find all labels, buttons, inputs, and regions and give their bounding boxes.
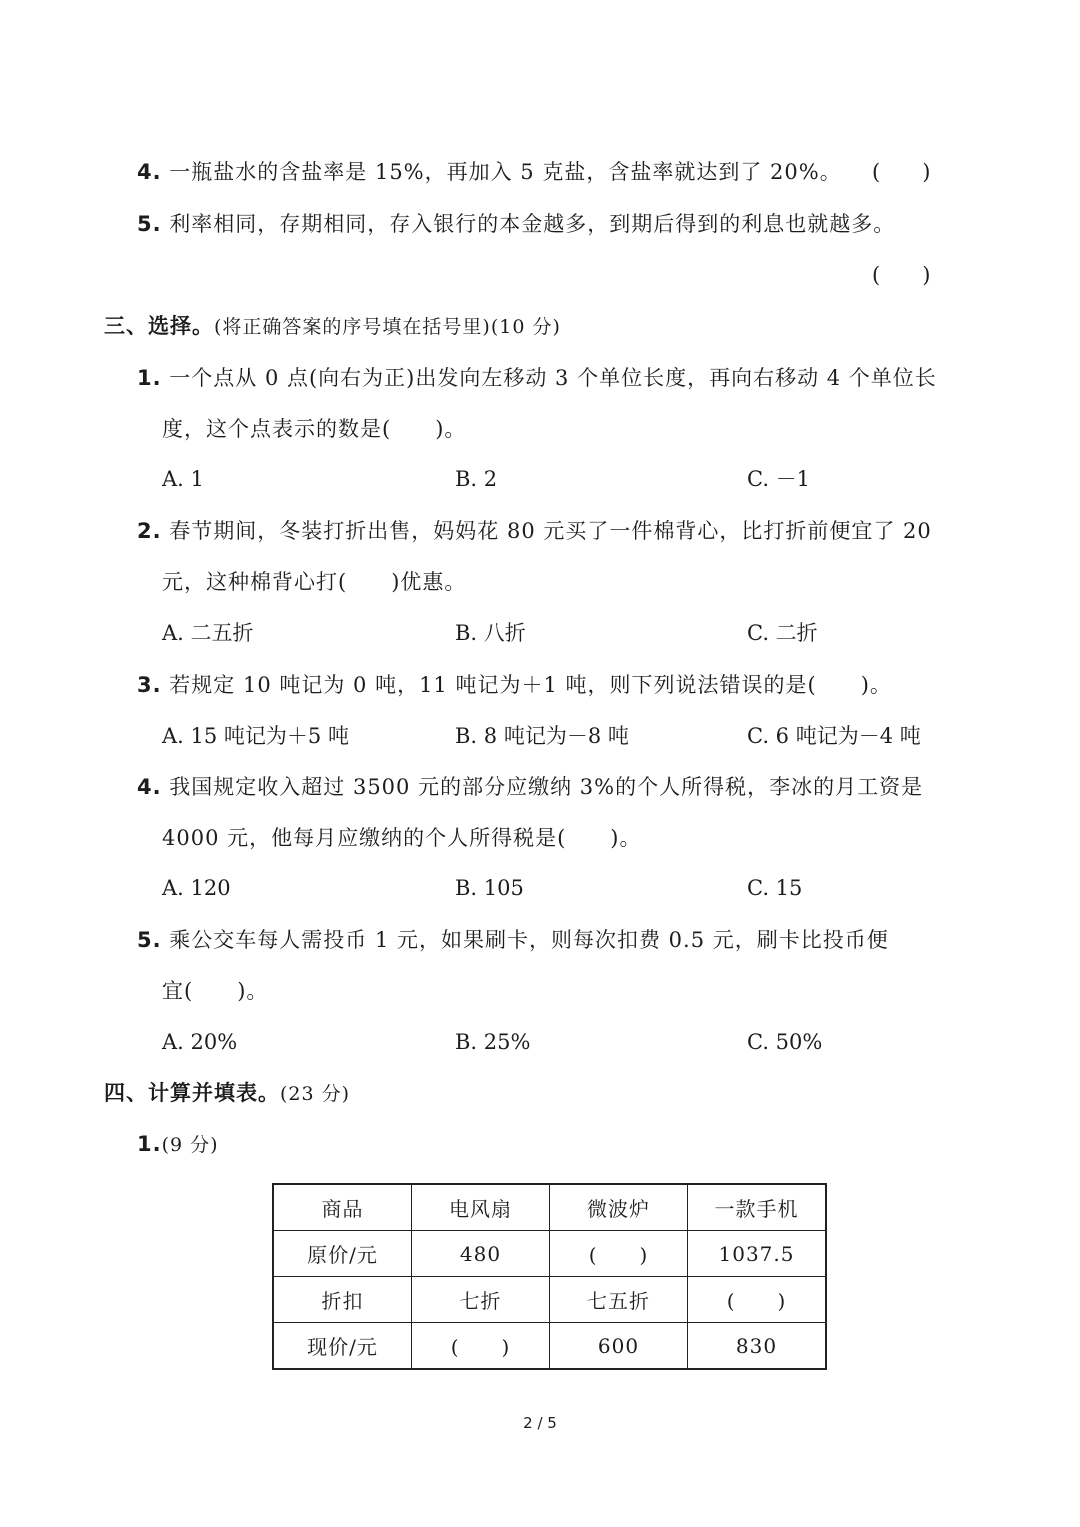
option-b[interactable]: B. 105 <box>455 876 524 900</box>
option-b[interactable]: B. 八折 <box>455 621 526 645</box>
table-row <box>273 1277 826 1323</box>
table-cell: 现价/元 <box>273 1323 412 1370</box>
table-cell: 七折 <box>412 1277 550 1323</box>
option-c[interactable]: C. 50% <box>747 1030 823 1054</box>
page-number: 2 / 5 <box>523 1414 557 1432</box>
choice-question-4 <box>137 773 923 801</box>
table-cell: 折扣 <box>273 1277 412 1323</box>
table-cell: 电风扇 <box>412 1184 550 1231</box>
question-text-line2: 元，这种棉背心打( )优惠。 <box>162 570 467 594</box>
item-number: 5. <box>137 212 162 236</box>
question-text-line1: 春节期间，冬装打折出售，妈妈花 80 元买了一件棉背心，比打折前便宜了 20 <box>169 519 932 543</box>
price-table <box>272 1183 827 1370</box>
question-text-line1: 若规定 10 吨记为 0 吨，11 吨记为＋1 吨，则下列说法错误的是( )。 <box>169 673 892 697</box>
option-a[interactable]: A. 二五折 <box>162 621 254 645</box>
table-cell: 1037.5 <box>688 1231 827 1277</box>
table-row <box>273 1231 826 1277</box>
question-text-line1: 我国规定收入超过 3500 元的部分应缴纳 3%的个人所得税，李冰的月工资是 <box>169 775 924 799</box>
table-cell: 七五折 <box>550 1277 688 1323</box>
option-c[interactable]: C. 6 吨记为－4 吨 <box>747 724 921 748</box>
option-a[interactable]: A. 15 吨记为＋5 吨 <box>162 724 349 748</box>
choice-question-5 <box>137 926 889 954</box>
question-number: 3. <box>137 673 162 697</box>
heading-text: 四、计算并填表。 <box>104 1081 280 1105</box>
question-text-line1: 一个点从 0 点(向右为正)出发向左移动 3 个单位长度，再向右移动 4 个单位长 <box>169 366 937 390</box>
option-b[interactable]: B. 25% <box>455 1030 531 1054</box>
option-b[interactable]: B. 8 吨记为－8 吨 <box>455 724 629 748</box>
answer-paren[interactable]: ( ) <box>872 263 931 287</box>
answer-cell[interactable]: ( ) <box>550 1231 688 1277</box>
question-number: 2. <box>137 519 162 543</box>
table-cell: 600 <box>550 1323 688 1370</box>
option-a[interactable]: A. 1 <box>162 467 204 491</box>
table-cell: 微波炉 <box>550 1184 688 1231</box>
table-cell: 830 <box>688 1323 827 1370</box>
heading-text: 三、选择。 <box>104 314 214 338</box>
option-c[interactable]: C. －1 <box>747 467 811 491</box>
answer-paren[interactable]: ( ) <box>872 160 931 184</box>
choice-question-1 <box>137 364 937 392</box>
section-heading-choice <box>104 312 561 341</box>
option-b[interactable]: B. 2 <box>455 467 498 491</box>
item-text: 利率相同，存期相同，存入银行的本金越多，到期后得到的利息也就越多。 <box>169 212 896 236</box>
option-a[interactable]: A. 120 <box>162 876 231 900</box>
answer-cell[interactable]: ( ) <box>688 1277 827 1323</box>
calc-sub-1 <box>137 1130 219 1159</box>
question-number: 5. <box>137 928 162 952</box>
option-c[interactable]: C. 二折 <box>747 621 818 645</box>
question-text-line2: 度，这个点表示的数是( )。 <box>162 417 467 441</box>
sub-score: (9 分) <box>161 1134 219 1156</box>
question-number: 4. <box>137 775 162 799</box>
choice-question-2 <box>137 517 932 545</box>
question-number: 1. <box>137 366 162 390</box>
judge-item-4 <box>137 158 842 186</box>
choice-question-3 <box>137 671 892 699</box>
item-text: 一瓶盐水的含盐率是 15%，再加入 5 克盐，含盐率就达到了 20%。 <box>169 160 842 184</box>
heading-score: (23 分) <box>280 1083 351 1105</box>
section-heading-calc <box>104 1079 350 1108</box>
table-cell: 原价/元 <box>273 1231 412 1277</box>
table-cell: 一款手机 <box>688 1184 827 1231</box>
question-text-line2: 宜( )。 <box>162 979 269 1003</box>
heading-note: (将正确答案的序号填在括号里)(10 分) <box>214 316 561 338</box>
sub-number: 1. <box>137 1132 162 1156</box>
question-text-line2: 4000 元，他每月应缴纳的个人所得税是( )。 <box>162 826 642 850</box>
question-text-line1: 乘公交车每人需投币 1 元，如果刷卡，则每次扣费 0.5 元，刷卡比投币便 <box>169 928 889 952</box>
item-number: 4. <box>137 160 162 184</box>
table-cell: 480 <box>412 1231 550 1277</box>
option-c[interactable]: C. 15 <box>747 876 803 900</box>
judge-item-5 <box>137 210 895 238</box>
table-row <box>273 1184 826 1231</box>
table-cell: 商品 <box>273 1184 412 1231</box>
table-row <box>273 1323 826 1370</box>
answer-cell[interactable]: ( ) <box>412 1323 550 1370</box>
option-a[interactable]: A. 20% <box>162 1030 238 1054</box>
